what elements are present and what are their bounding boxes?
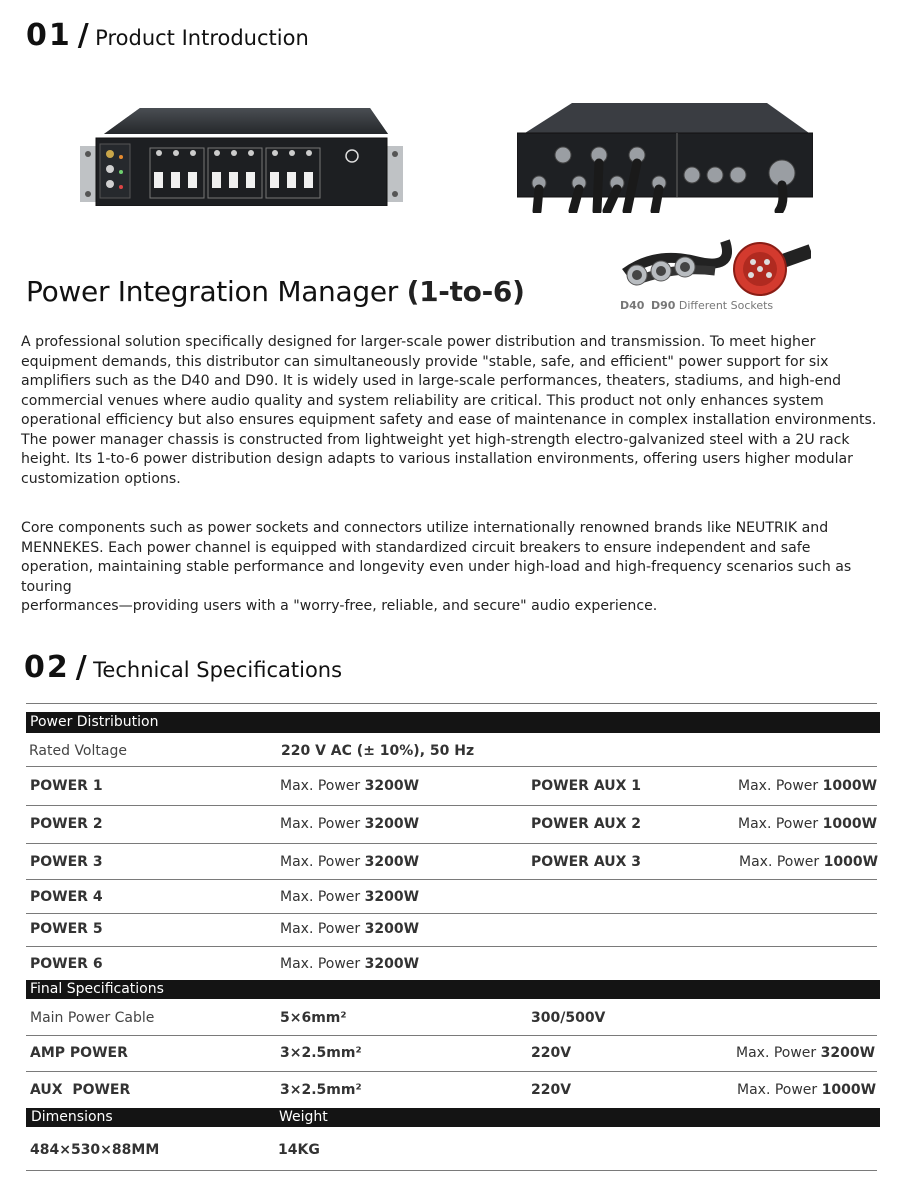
power-4-watts: 3200W — [364, 889, 420, 905]
rated-voltage-value: 220 V AC (± 10%), 50 Hz — [281, 743, 475, 759]
power-aux-1-name: POWER AUX 1 — [531, 778, 642, 794]
power-1-value — [280, 778, 419, 794]
rated-voltage-label: Rated Voltage — [29, 743, 127, 759]
para2-line5: performances—providing users with a "worry-free, reliable, and secure" audio experience. — [21, 598, 658, 614]
section2-slash: / — [75, 650, 87, 685]
power-aux-1-value — [738, 778, 877, 794]
max-power-prefix: Max. Power — [738, 816, 819, 832]
section1-number: 01 — [26, 18, 72, 53]
power-aux-2-watts: 1000W — [822, 816, 878, 832]
power-distribution-header — [26, 712, 880, 733]
para2-line4: touring — [21, 578, 72, 595]
power-aux-3-value — [739, 854, 878, 870]
power-3-watts: 3200W — [364, 854, 420, 870]
aux-power-name: AUX POWER — [30, 1082, 131, 1098]
socket-caption-d90: D90 — [650, 299, 676, 312]
product-title-sub: (1-to-6) — [406, 275, 525, 308]
power-6-name: POWER 6 — [30, 956, 103, 972]
max-power-prefix: Max. Power — [739, 854, 820, 870]
power-2-name: POWER 2 — [30, 816, 103, 832]
front-panel-drawing — [80, 108, 403, 206]
rear-panel-image — [517, 103, 813, 213]
max-power-prefix: Max. Power — [280, 816, 361, 832]
section1-heading — [26, 18, 309, 53]
dimensions-header — [26, 1108, 880, 1127]
power-4-name: POWER 4 — [30, 889, 103, 905]
row-divider — [26, 1071, 877, 1072]
socket-drawing — [615, 231, 811, 299]
table-bottom-rule — [26, 1170, 877, 1171]
amp-power-voltage: 220V — [531, 1045, 572, 1061]
max-power-prefix: Max. Power — [280, 854, 361, 870]
power-5-value — [280, 921, 419, 937]
main-cable-name: Main Power Cable — [30, 1010, 155, 1026]
amp-power-max — [736, 1045, 875, 1061]
socket-image — [615, 231, 811, 299]
final-specs-header — [26, 980, 880, 999]
amp-power-name: AMP POWER — [30, 1045, 128, 1061]
row-divider — [26, 879, 877, 880]
para2-line3: operation, maintaining stable performance and longevity even under high-load and high-frequency scenarios such as — [21, 559, 852, 575]
para2-line1: Core components such as power sockets and connectors utilize internationally renowned brands like NEUTRIK and — [21, 520, 829, 536]
section2-title: Technical Specifications — [93, 658, 343, 682]
row-divider — [26, 843, 877, 844]
power-aux-3-name: POWER AUX 3 — [531, 854, 642, 870]
max-power-prefix: Max. Power — [280, 956, 361, 972]
row-divider — [26, 766, 877, 767]
power-6-watts: 3200W — [364, 956, 420, 972]
max-power-prefix: Max. Power — [280, 889, 361, 905]
section1-slash: / — [77, 18, 89, 53]
aux-power-watts: 1000W — [821, 1082, 877, 1098]
socket-caption-d40: D40 — [620, 299, 645, 312]
power-aux-3-watts: 1000W — [823, 854, 879, 870]
power-5-watts: 3200W — [364, 921, 420, 937]
power-2-watts: 3200W — [364, 816, 420, 832]
max-power-prefix: Max. Power — [280, 921, 361, 937]
weight-value: 14KG — [278, 1142, 320, 1158]
dimensions-title: Dimensions — [31, 1109, 113, 1125]
row-divider — [26, 946, 877, 947]
power-2-value — [280, 816, 419, 832]
aux-power-max — [737, 1082, 876, 1098]
max-power-prefix: Max. Power — [280, 778, 361, 794]
max-power-prefix: Max. Power — [736, 1045, 817, 1061]
section2-number: 02 — [24, 650, 70, 685]
socket-caption — [620, 299, 773, 312]
power-5-name: POWER 5 — [30, 921, 103, 937]
product-title — [26, 275, 525, 308]
aux-power-section: 3×2.5mm² — [280, 1082, 362, 1098]
row-divider — [26, 1035, 877, 1036]
section2-heading — [24, 650, 342, 685]
power-aux-2-value — [738, 816, 877, 832]
power-1-watts: 3200W — [364, 778, 420, 794]
section2-top-rule — [26, 703, 877, 704]
main-cable-section: 5×6mm² — [280, 1010, 347, 1026]
power-6-value — [280, 956, 419, 972]
max-power-prefix: Max. Power — [737, 1082, 818, 1098]
power-4-value — [280, 889, 419, 905]
main-cable-voltage: 300/500V — [531, 1010, 606, 1026]
power-distribution-title: Power Distribution — [30, 714, 159, 730]
amp-power-section: 3×2.5mm² — [280, 1045, 362, 1061]
power-aux-1-watts: 1000W — [822, 778, 878, 794]
power-3-name: POWER 3 — [30, 854, 103, 870]
power-3-value — [280, 854, 419, 870]
max-power-prefix: Max. Power — [738, 778, 819, 794]
row-divider — [26, 913, 877, 914]
row-divider — [26, 805, 877, 806]
intro-paragraph-2 — [21, 519, 883, 617]
intro-paragraph-1: A professional solution specifically designed for larger-scale power distribution and transmission. To meet higher equipment demands, this distributor can simultaneously provide "stable, safe, and efficient" power support for six amplifiers such as the D40 and D90. It is widely used in large-scale performances, theaters, stadiums, and high-end commercial venues where audio quality and system reliability are critical. This product not only enhances system operational efficiency but also ensures equipment safety and ease of maintenance in complex installation environments. The power manager chassis is constructed from lightweight yet high-strength electro-galvanized steel with a 2U rack height. Its 1-to-6 power distribution design adapts to various installation environments, offering users higher modular customization options. — [21, 334, 877, 487]
power-1-name: POWER 1 — [30, 778, 103, 794]
section1-title: Product Introduction — [95, 26, 309, 50]
aux-power-voltage: 220V — [531, 1082, 572, 1098]
product-title-main: Power Integration Manager — [26, 275, 398, 308]
dimensions-value: 484×530×88MM — [30, 1142, 160, 1158]
power-aux-2-name: POWER AUX 2 — [531, 816, 642, 832]
final-specs-title: Final Specifications — [30, 981, 164, 997]
para2-line2: MENNEKES. Each power channel is equipped with standardized circuit breakers to ensure independent and safe — [21, 539, 811, 556]
front-panel-image — [80, 108, 403, 206]
amp-power-watts: 3200W — [820, 1045, 876, 1061]
rear-panel-drawing — [517, 103, 813, 213]
socket-caption-text: Different Sockets — [678, 299, 774, 312]
weight-title: Weight — [279, 1109, 328, 1125]
